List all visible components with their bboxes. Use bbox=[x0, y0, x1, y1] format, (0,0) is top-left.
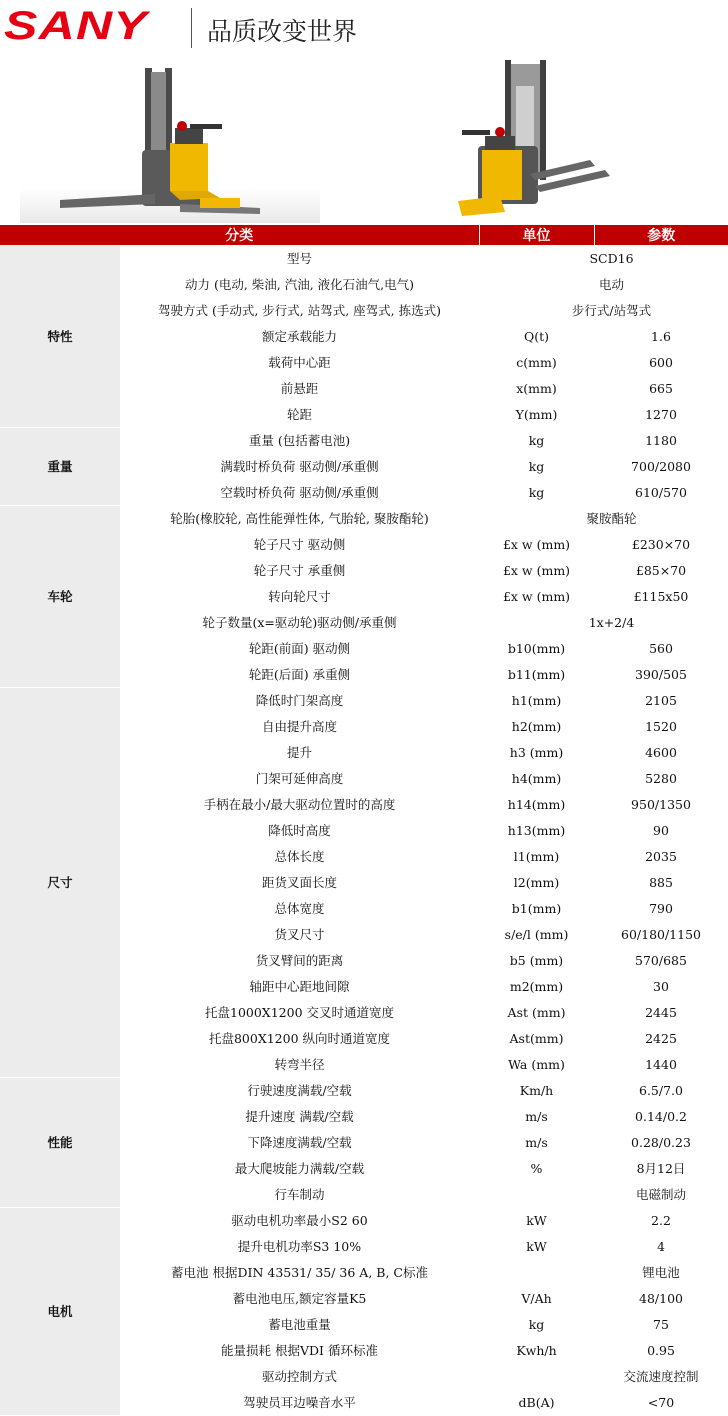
sany-logo: SANY bbox=[4, 4, 148, 48]
spec-value bbox=[479, 271, 728, 297]
spec-value: 885 bbox=[649, 874, 673, 890]
header-unit: 单位 bbox=[479, 225, 594, 245]
category-cell: 电机 bbox=[0, 1207, 120, 1415]
spec-unit: x(mm) bbox=[516, 380, 557, 396]
spec-label: 门架可延伸高度 bbox=[255, 771, 344, 786]
spec-value: £85×70 bbox=[635, 562, 687, 578]
slogan: 品质改变世界 bbox=[207, 17, 358, 46]
category-cell: 性能 bbox=[0, 1077, 120, 1207]
spec-value: 610/570 bbox=[635, 484, 687, 500]
spec-unit: Wa (mm) bbox=[508, 1056, 565, 1072]
spec-value: 0.28/0.23 bbox=[631, 1134, 691, 1150]
spec-value: 1440 bbox=[645, 1056, 677, 1072]
table-row bbox=[0, 427, 728, 453]
spec-table bbox=[0, 225, 728, 1416]
spec-unit: kW bbox=[526, 1238, 547, 1254]
spec-unit: h1(mm) bbox=[511, 692, 562, 708]
spec-label: 总体长度 bbox=[274, 849, 325, 864]
spec-value: 700/2080 bbox=[631, 458, 691, 474]
spec-value: £115x50 bbox=[633, 588, 689, 604]
table-row bbox=[0, 1207, 728, 1233]
spec-value: 2.2 bbox=[651, 1212, 671, 1228]
spec-label: 行驶速度满载/空载 bbox=[247, 1083, 352, 1098]
spec-value: 4 bbox=[657, 1238, 665, 1254]
table-row bbox=[0, 687, 728, 713]
spec-unit: b5 (mm) bbox=[509, 952, 564, 968]
spec-unit: h13(mm) bbox=[507, 822, 566, 838]
spec-label: 重量 (包括蓄电池) bbox=[248, 433, 351, 448]
spec-value-text: 聚胺酯轮 bbox=[586, 511, 637, 526]
spec-value: 2035 bbox=[645, 848, 677, 864]
spec-label: 能量损耗 根据VDI 循环标准 bbox=[221, 1343, 378, 1358]
spec-label: 提升速度 满载/空载 bbox=[245, 1109, 354, 1124]
spec-label: 货叉臂间的距离 bbox=[255, 953, 344, 968]
spec-label: 行车制动 bbox=[274, 1187, 325, 1202]
spec-label: 提升电机功率S3 10% bbox=[237, 1239, 362, 1254]
spec-label: 手柄在最小/最大驱动位置时的高度 bbox=[203, 797, 396, 812]
spec-unit: kg bbox=[528, 1316, 545, 1332]
spec-value: 锂电池 bbox=[642, 1265, 680, 1280]
spec-unit: h2(mm) bbox=[511, 718, 562, 734]
spec-value: 560 bbox=[649, 640, 673, 656]
table-row bbox=[0, 245, 728, 271]
spec-value bbox=[479, 297, 728, 323]
spec-unit: % bbox=[530, 1160, 543, 1176]
spec-label: 轮距 bbox=[286, 407, 312, 422]
spec-value: 30 bbox=[653, 978, 669, 994]
spec-unit: £x w (mm) bbox=[502, 536, 571, 552]
spec-unit: £x w (mm) bbox=[502, 588, 571, 604]
spec-value: 75 bbox=[653, 1316, 669, 1332]
spec-value: 2425 bbox=[645, 1030, 677, 1046]
spec-value-text: 步行式/站驾式 bbox=[571, 303, 652, 318]
spec-label: 距货叉面长度 bbox=[261, 875, 337, 890]
spec-value bbox=[479, 245, 728, 271]
spec-value: £230×70 bbox=[631, 536, 691, 552]
spec-unit: b10(mm) bbox=[507, 640, 566, 656]
spec-unit: kg bbox=[528, 432, 545, 448]
spec-label: 轮胎(橡胶轮, 高性能弹性体, 气胎轮, 聚胺酯轮) bbox=[170, 511, 429, 526]
spec-unit: s/e/l (mm) bbox=[504, 926, 569, 942]
spec-value: 90 bbox=[653, 822, 669, 838]
spec-label: 下降速度满载/空载 bbox=[247, 1135, 352, 1150]
product-image-stacker-left bbox=[20, 58, 320, 223]
spec-value: 8月12日 bbox=[636, 1161, 686, 1176]
spec-value: 0.14/0.2 bbox=[635, 1108, 687, 1124]
spec-unit: b1(mm) bbox=[511, 900, 562, 916]
spec-value: 1520 bbox=[645, 718, 677, 734]
spec-label: 满载时桥负荷 驱动侧/承重侧 bbox=[220, 459, 379, 474]
spec-label: 货叉尺寸 bbox=[274, 927, 325, 942]
spec-unit: l2(mm) bbox=[513, 874, 560, 890]
spec-unit: Ast (mm) bbox=[507, 1004, 566, 1020]
spec-unit: kW bbox=[526, 1212, 547, 1228]
spec-unit: dB(A) bbox=[518, 1394, 555, 1410]
spec-label: 轮子数量(x=驱动轮)驱动侧/承重侧 bbox=[202, 615, 397, 630]
spec-value: 570/685 bbox=[635, 952, 687, 968]
spec-label: 转弯半径 bbox=[274, 1057, 325, 1072]
spec-value bbox=[479, 609, 728, 635]
spec-label: 动力 (电动, 柴油, 汽油, 液化石油气,电气) bbox=[184, 277, 415, 292]
spec-unit: m2(mm) bbox=[509, 978, 564, 994]
table-row bbox=[0, 1077, 728, 1103]
spec-unit: V/Ah bbox=[521, 1290, 552, 1306]
spec-label: 空载时桥负荷 驱动侧/承重侧 bbox=[220, 485, 379, 500]
spec-value: 电磁制动 bbox=[635, 1187, 686, 1202]
spec-label: 降低时高度 bbox=[268, 823, 331, 838]
spec-label: 转向轮尺寸 bbox=[268, 589, 331, 604]
spec-value: 600 bbox=[649, 354, 673, 370]
spec-unit: kg bbox=[528, 458, 545, 474]
spec-value: 60/180/1150 bbox=[621, 926, 701, 942]
spec-label: 降低时门架高度 bbox=[255, 693, 344, 708]
spec-label: 轮子尺寸 驱动侧 bbox=[253, 537, 346, 552]
spec-label: 轴距中心距地间隙 bbox=[249, 979, 350, 994]
spec-label: 驾驶方式 (手动式, 步行式, 站驾式, 座驾式, 拣选式) bbox=[157, 303, 441, 318]
spec-unit: kg bbox=[528, 484, 545, 500]
category-cell: 尺寸 bbox=[0, 687, 120, 1077]
spec-unit: b11(mm) bbox=[507, 666, 566, 682]
spec-value: 665 bbox=[649, 380, 673, 396]
spec-label: 驾驶员耳边噪音水平 bbox=[243, 1395, 356, 1410]
category-cell: 重量 bbox=[0, 427, 120, 505]
spec-value: 950/1350 bbox=[631, 796, 691, 812]
spec-unit: h3 (mm) bbox=[509, 744, 564, 760]
spec-label: 驱动控制方式 bbox=[261, 1369, 337, 1384]
spec-label: 蓄电池 根据DIN 43531/ 35/ 36 A, B, C标准 bbox=[171, 1265, 428, 1280]
spec-label: 载荷中心距 bbox=[268, 355, 331, 370]
spec-label: 自由提升高度 bbox=[261, 719, 337, 734]
spec-label: 蓄电池电压,额定容量K5 bbox=[232, 1291, 367, 1306]
spec-value: 2105 bbox=[645, 692, 677, 708]
spec-value-text: SCD16 bbox=[589, 250, 634, 266]
spec-unit bbox=[479, 1363, 594, 1389]
spec-value: 4600 bbox=[645, 744, 677, 760]
spec-value bbox=[479, 505, 728, 531]
spec-label: 轮子尺寸 承重侧 bbox=[253, 563, 346, 578]
spec-unit: Q(t) bbox=[523, 328, 550, 344]
header-value: 参数 bbox=[594, 225, 728, 245]
spec-label: 提升 bbox=[286, 745, 312, 760]
spec-label: 托盘800X1200 纵向时通道宽度 bbox=[208, 1031, 391, 1046]
spec-value: 1270 bbox=[645, 406, 677, 422]
spec-value: 790 bbox=[649, 900, 673, 916]
spec-unit: l1(mm) bbox=[513, 848, 560, 864]
spec-label: 最大爬坡能力满载/空载 bbox=[234, 1161, 365, 1176]
spec-value: 1.6 bbox=[651, 328, 671, 344]
spec-label: 轮距(后面) 承重侧 bbox=[248, 667, 351, 682]
spec-label: 额定承载能力 bbox=[261, 329, 337, 344]
spec-value: 0.95 bbox=[647, 1342, 675, 1358]
spec-value: 2445 bbox=[645, 1004, 677, 1020]
table-header-row bbox=[0, 225, 728, 245]
header bbox=[0, 0, 728, 52]
spec-unit bbox=[479, 1181, 594, 1207]
spec-value: 6.5/7.0 bbox=[639, 1082, 683, 1098]
category-cell: 车轮 bbox=[0, 505, 120, 687]
header-divider bbox=[191, 8, 192, 48]
spec-unit: c(mm) bbox=[516, 354, 557, 370]
header-category: 分类 bbox=[0, 225, 479, 245]
spec-unit: Km/h bbox=[519, 1082, 554, 1098]
spec-value-text: 电动 bbox=[598, 277, 624, 292]
spec-label: 蓄电池重量 bbox=[268, 1317, 331, 1332]
spec-value: 48/100 bbox=[639, 1290, 683, 1306]
spec-unit: h4(mm) bbox=[511, 770, 562, 786]
spec-label: 型号 bbox=[286, 251, 312, 266]
spec-unit: m/s bbox=[525, 1134, 548, 1150]
spec-label: 总体宽度 bbox=[274, 901, 325, 916]
spec-unit: h14(mm) bbox=[507, 796, 566, 812]
spec-value: 5280 bbox=[645, 770, 677, 786]
spec-unit: Kwh/h bbox=[516, 1342, 557, 1358]
category-cell: 特性 bbox=[0, 245, 120, 427]
spec-value: 交流速度控制 bbox=[623, 1369, 699, 1384]
spec-value: <70 bbox=[647, 1394, 675, 1410]
product-image-stacker-right bbox=[390, 56, 640, 224]
spec-label: 托盘1000X1200 交叉时通道宽度 bbox=[205, 1005, 394, 1020]
spec-unit: Y(mm) bbox=[515, 406, 558, 422]
spec-unit: m/s bbox=[525, 1108, 548, 1124]
spec-label: 轮距(前面) 驱动侧 bbox=[248, 641, 351, 656]
spec-value-text: 1x+2/4 bbox=[588, 614, 635, 630]
spec-value: 390/505 bbox=[635, 666, 687, 682]
spec-unit: £x w (mm) bbox=[502, 562, 571, 578]
spec-unit: Ast(mm) bbox=[509, 1030, 564, 1046]
spec-unit bbox=[479, 1259, 594, 1285]
table-row bbox=[0, 505, 728, 531]
spec-label: 驱动电机功率最小S2 60 bbox=[231, 1213, 368, 1228]
spec-label: 前悬距 bbox=[280, 381, 319, 396]
spec-value: 1180 bbox=[645, 432, 677, 448]
